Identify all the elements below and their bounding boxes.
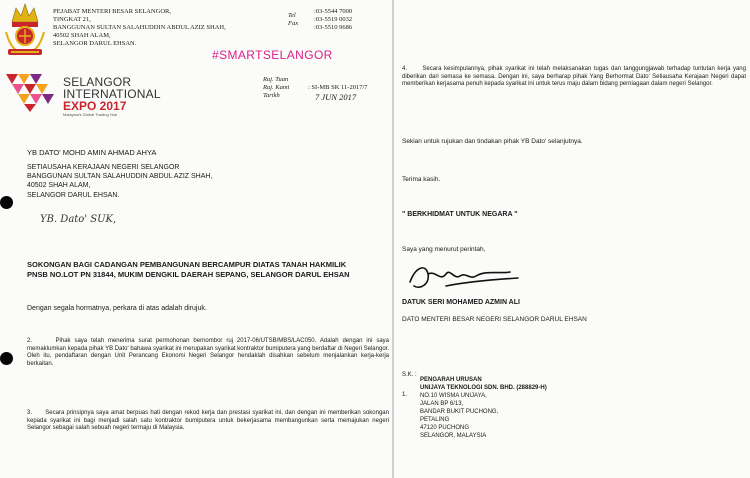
cc-label: S.K. : <box>402 372 417 378</box>
paragraph-number: 2. <box>27 338 33 344</box>
letter-date: 7 JUN 2017 <box>315 92 357 102</box>
office-line: 40502 SHAH ALAM, <box>53 32 111 39</box>
punch-hole <box>0 352 13 365</box>
subject-line-2: PNSB NO.LOT PN 31844, MUKIM DENGKIL DAERAH SEPANG, SELANGOR DARUL EHSAN <box>27 269 350 279</box>
addressee-address <box>27 163 212 200</box>
paragraph-4 <box>402 66 746 89</box>
paragraph-text: Secara prinsipnya saya amat berpuas hati dengan rekod kerja dan prestasi syarikat ini, dan dengan ini memberikan sokongan kepada syarikat ini bagi menjadi salah satu kontraktor bumiputera untuk bekerjasama membangunkan serta memajukan negeri Selangor sebagai salah sebuah negeri termaju di Malaysia. <box>27 410 389 431</box>
office-address <box>53 8 253 48</box>
fax-label: Fax <box>288 20 299 27</box>
selangor-crest-icon <box>2 2 48 60</box>
addressee-name: YB DATO' MOHD AMIN AHMAD AHYA <box>27 148 157 157</box>
closing-by-order: Saya yang menurut perintah, <box>402 246 486 253</box>
address-line: SELANGOR DARUL EHSAN. <box>27 191 120 199</box>
paragraph-text: Secara kesimpulannya, pihak syarikat ini telah melaksanakan tugas dan tanggungjawab terhadap tuntutan kerja yang diberikan dari semasa ke semasa. Dengan ini, saya berharap pihak Yang Berhormat Dato' Setiausaha Kerajaan Negeri dapat memberikan kerjasama penuh kepada syarikat ini untuk terus maju dalam bidang perniagaan dalam negeri Selangor. <box>402 66 746 87</box>
contact-labels <box>288 12 298 28</box>
letter-subject <box>27 260 389 279</box>
expo-line-3: EXPO 2017 <box>63 99 127 113</box>
handwritten-note: YB. Dato' SUK, <box>40 214 117 225</box>
expo-logo-icon <box>4 70 56 114</box>
paragraph-3 <box>27 410 389 433</box>
tel-value: :03-5544 7000 <box>314 8 353 15</box>
expo-wordmark <box>63 76 161 117</box>
subject-line-1: SOKONGAN BAGI CADANGAN PEMBANGUNAN BERCAMPUR DIATAS TANAH HAKMILIK <box>27 260 347 269</box>
cc-recipient-line: SELANGOR, MALAYSIA <box>420 433 487 439</box>
closing-thanks: Terima kasih. <box>402 176 441 183</box>
cc-number: 1. <box>402 392 408 398</box>
address-line: 40502 SHAH ALAM, <box>27 182 91 190</box>
ref-label-tarikh: Tarikh <box>263 92 280 99</box>
our-reference: : SI-MB SK 11-2017/7 <box>308 84 368 91</box>
paragraph-2 <box>27 338 389 368</box>
cc-recipient-line: PETALING <box>420 417 450 423</box>
fax-value-2: :03-5510 9686 <box>314 24 353 31</box>
smart-selangor-hashtag: #SMARTSELANGOR <box>212 48 333 62</box>
expo-tagline: Malaysia's Global Trading Hub <box>63 112 118 117</box>
signature-icon <box>406 260 526 294</box>
closing-motto: " BERKHIDMAT UNTUK NEGARA " <box>402 211 518 218</box>
cc-recipient-line: JALAN BP 6/13, <box>420 401 464 407</box>
office-line: PEJABAT MENTERI BESAR SELANGOR, <box>53 8 171 15</box>
ref-label-tuan: Ruj. Tuan <box>263 76 289 83</box>
office-line: BANGGUNAN SULTAN SALAHUDDIN ABDUL AZIZ SHAH, <box>53 24 226 31</box>
expo-line-2: INTERNATIONAL <box>63 87 161 101</box>
punch-hole <box>0 196 13 209</box>
paragraph-number: 3. <box>27 410 33 416</box>
office-line: TINGKAT 21, <box>53 16 91 23</box>
contact-values <box>314 8 352 32</box>
cc-recipient-line: PENGARAH URUSAN <box>420 377 482 383</box>
paragraph-number: 4. <box>402 66 408 72</box>
ref-label-kami: Ruj. Kami <box>263 84 290 91</box>
signatory-title: DATO MENTERI BESAR NEGERI SELANGOR DARUL EHSAN <box>402 316 587 323</box>
cc-recipient-line: BANDAR BUKIT PUCHONG, <box>420 409 499 415</box>
reference-labels <box>263 76 289 100</box>
office-line: SELANGOR DARUL EHSAN. <box>53 40 137 47</box>
address-line: BANGGUNAN SULTAN SALAHUDDIN ABDUL AZIZ SHAH, <box>27 173 213 181</box>
paragraph-text: Pihak saya telah menerima surat permohonan bernombor ruj 2017-06/UTSB/MBS/LAC050. Adalah dengan ini saya memaklumkan kepada pihak YB Dato' bahawa syarikat ini merupakan syarikat kontraktor bumiputera yang berdaftar di Negeri Selangor. Oleh itu, pendaftaran dengan Unit Perancang Ekonomi Negeri Selangor hendaklah disahkan sebelum menjalankan kerja-kerja berkaitan. <box>27 338 389 367</box>
cc-recipient <box>420 376 547 440</box>
address-line: SETIAUSAHA KERAJAAN NEGERI SELANGOR <box>27 164 180 171</box>
signatory-name: DATUK SERI MOHAMED AZMIN ALI <box>402 299 520 306</box>
greeting: Dengan segala hormatnya, perkara di atas adalah dirujuk. <box>27 305 207 312</box>
closing-action: Sekian untuk rujukan dan tindakan pihak YB Dato' selanjutnya. <box>402 138 583 145</box>
cc-recipient-line: NO.10 WISMA UNIJAYA, <box>420 393 487 399</box>
letter-page-2 <box>394 0 750 478</box>
cc-recipient-line: UNIJAYA TEKNOLOGI SDN. BHD. (288829-H) <box>420 385 547 391</box>
fax-value: :03-5519 0032 <box>314 16 353 23</box>
cc-recipient-line: 47120 PUCHONG <box>420 425 470 431</box>
expo-line-1: SELANGOR <box>63 75 132 89</box>
tel-label: Tel <box>288 12 296 19</box>
